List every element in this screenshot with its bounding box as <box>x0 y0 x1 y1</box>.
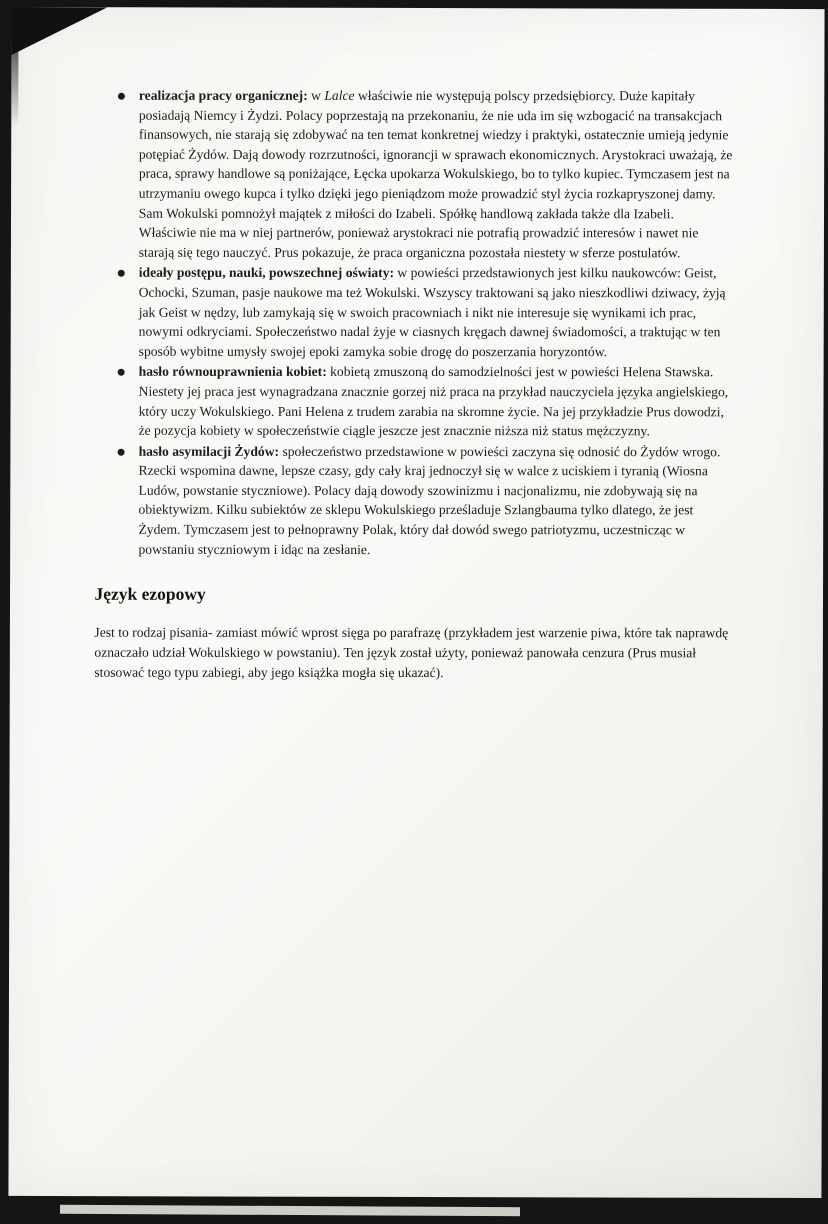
bullet-text: w <box>307 87 325 103</box>
bullet-text: społeczeństwo przedstawione w powieści zaczyna się odnosić do Żydów wrogo. Rzecki wspomina dawne, lepsze czasy, gdy cały kraj jednoczył się w walce z uciskiem i tyranią (Wiosna Ludów, powstanie styczniowe). Polacy dają dowody szowinizmu i nacjonalizmu, nie zdobywają się na obiektywizm. Kilku subiektów ze sklepu Wokulskiego prześladuje Szlangbauma tylko dlatego, że jest Żydem. Tymczasem jest to pełnoprawny Polak, który dał dowód swego patriotyzmu, uczestnicząc w powstaniu styczniowym i idąc na zesłanie. <box>138 443 721 557</box>
section-heading: Język ezopowy <box>94 583 206 605</box>
list-item <box>139 263 734 361</box>
bullet-text: kobietą zmuszoną do samodzielności jest w powieści Helena Stawska. Niestety jej praca jest wynagradzana znacznie gorzej niż praca na przykład nauczyciela języka angielskiego, który uczy Wokulskiego. Pani Helena z trudem zarabia na skromne życie. Na jej przykładzie Prus dowodzi, że pozycja kobiety w społeczeństwie ciągle jeszcze jest znacznie niższa niż status mężczyzny. <box>138 364 729 439</box>
bullet-text: właściwie nie występują polscy przedsiębiorcy. Duże kapitały posiadają Niemcy i Żydzi. Polacy poprzestają na przekonaniu, że nie uda im się wzbogacić na transakcjach finansowych, nie starają się zdobywać na ten temat konkretnej wiedzy i praktyki, ostatecznie umieją jedynie potępiać Żydów. Dają dowody rozrzutności, ignorancji w sprawach ekonomicznych. Arystokraci uważają, że praca, sprawy handlowe są poniżające, Łęcka upokarza Wokulskiego, bo to tylko kupiec. Tymczasem jest na utrzymaniu owego kupca i tylko dzięki jego pieniądzom może prowadzić styl życia rozkapryszonej damy. Sam Wokulski pomnożył majątek z miłości do Izabeli. Spółkę handlową zakłada także dla Izabeli. Właściwie nie ma w niej partnerów, ponieważ arystokraci nie potrafią prowadzić interesów i nawet nie starają się tego nauczyć. Prus pokazuje, że praca organiczna pozostała niestety w sferze postulatów. <box>138 87 733 260</box>
page-content <box>10 8 824 683</box>
bullet-term: hasło asymilacji Żydów: <box>138 443 280 459</box>
bullet-term: hasło równouprawnienia kobiet: <box>138 364 327 380</box>
bullet-text: w powieści przedstawionych jest kilku naukowców: Geist, Ochocki, Szuman, pasje naukowe ma też Wokulski. Wszyscy traktowani są jako nieszkodliwi dziwacy, żyją jak Geist w nędzy, lub zamykają się w swoich pracowniach i nikt nie interesuje się wynikami ich prac, nowymi odkryciami. Społeczeństwo nadal żyje w ciasnych kręgach dawnej świadomości, a traktując w ten sposób wybitne umysły swojej epoki zamyka sobie drogę do poszerzania horyzontów. <box>138 265 726 359</box>
closing-paragraph: Jest to rodzaj pisania- zamiast mówić wprost sięga po parafrazę (przykładem jest warzenie piwa, które tak naprawdę oznaczało udział Wokulskiego w powstaniu). Ten język został użyty, ponieważ panowała cenzura (Prus musiał stosować tego typu zabiegi, aby jego książka mogła się ukazać). <box>94 624 729 680</box>
document-page <box>8 7 824 1198</box>
next-page-edge <box>60 1205 520 1216</box>
bullet-list <box>94 86 733 560</box>
bullet-term: ideały postępu, nauki, powszechnej oświaty: <box>138 265 395 281</box>
book-title: Lalce <box>324 87 355 103</box>
bullet-term: realizacja pracy organicznej: <box>138 87 308 103</box>
list-item <box>139 362 734 441</box>
list-item <box>139 86 734 263</box>
list-item <box>138 441 733 559</box>
